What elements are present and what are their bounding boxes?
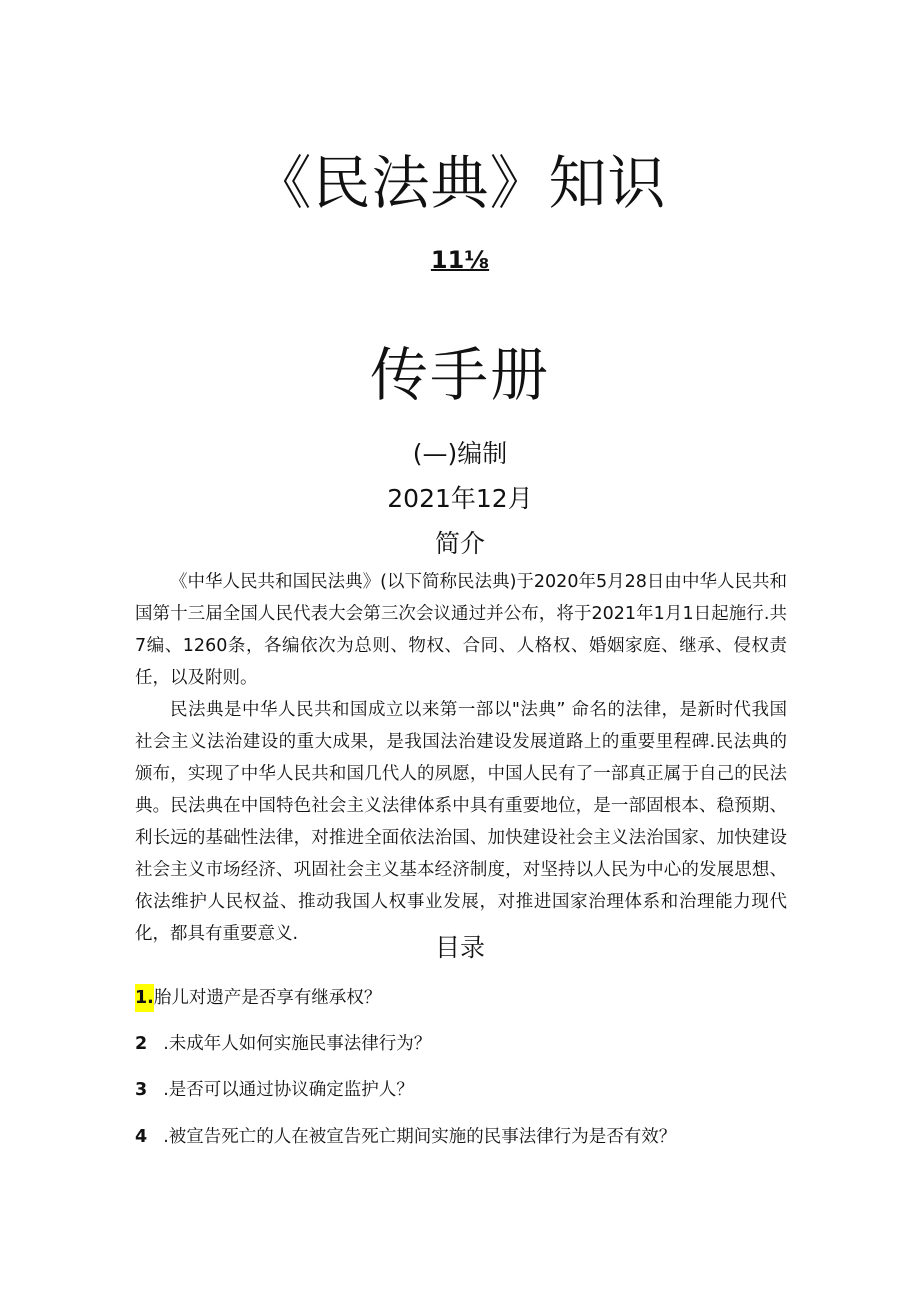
toc-item-number: 1. bbox=[135, 984, 154, 1012]
toc-item[interactable] bbox=[135, 1030, 815, 1058]
toc-item-number: 3 bbox=[135, 1080, 148, 1100]
toc-item-text: .未成年人如何实施民事法律行为？ bbox=[163, 1034, 432, 1054]
cover-editor: (—)编制 bbox=[412, 439, 508, 468]
cover-title: 《民法典》知识 bbox=[253, 149, 667, 217]
toc-item-text: .被宣告死亡的人在被宣告死亡期间实施的民事法律行为是否有效？ bbox=[163, 1127, 677, 1147]
toc-item[interactable] bbox=[135, 984, 815, 1012]
cover-mid-text-value: 11⅛ bbox=[430, 246, 490, 274]
toc-item-number: 2 bbox=[135, 1034, 148, 1054]
toc-item-text: 胎儿对遗产是否享有继承权？ bbox=[153, 988, 382, 1008]
cover-date: 2021年12月 bbox=[387, 484, 533, 513]
toc-item-text: .是否可以通过协议确定监护人？ bbox=[163, 1080, 414, 1100]
toc-item-number: 4 bbox=[135, 1127, 148, 1147]
toc-item[interactable] bbox=[135, 1123, 815, 1151]
cover-subtitle: 传手册 bbox=[369, 341, 550, 409]
cover-mid-text bbox=[0, 244, 920, 276]
intro-paragraph-1: 《中华人民共和国民法典》(以下简称民法典)于2020年5月28日由中华人民共和国第十三届全国人民代表大会第三次会议通过并公布，将于2021年1月1日起施行.共7编、1260条，各编依次为总则、物权、合同、人格权、婚姻家庭、继承、侵权责任，以及附则。 bbox=[135, 572, 787, 688]
toc-heading: 目录 bbox=[434, 933, 485, 962]
toc-item[interactable] bbox=[135, 1076, 815, 1104]
intro-heading: 简介 bbox=[434, 529, 485, 558]
intro-paragraph-2: 民法典是中华人民共和国成立以来第一部以"法典” 命名的法律，是新时代我国社会主义法治建设的重大成果，是我国法治建设发展道路上的重要里程碑.民法典的颁布，实现了中华人民共和国几代人的夙愿，中国人民有了一部真正属于自己的民法典。民法典在中国特色社会主义法律体系中具有重要地位，是一部固根本、稳预期、利长远的基础性法律，对推进全面依法治国、加快建设社会主义法治国家、加快建设社会主义市场经济、巩固社会主义基本经济制度，对坚持以人民为中心的发展思想、依法维护人民权益、推动我国人权事业发展，对推进国家治理体系和治理能力现代化，都具有重要意义. bbox=[135, 700, 787, 944]
